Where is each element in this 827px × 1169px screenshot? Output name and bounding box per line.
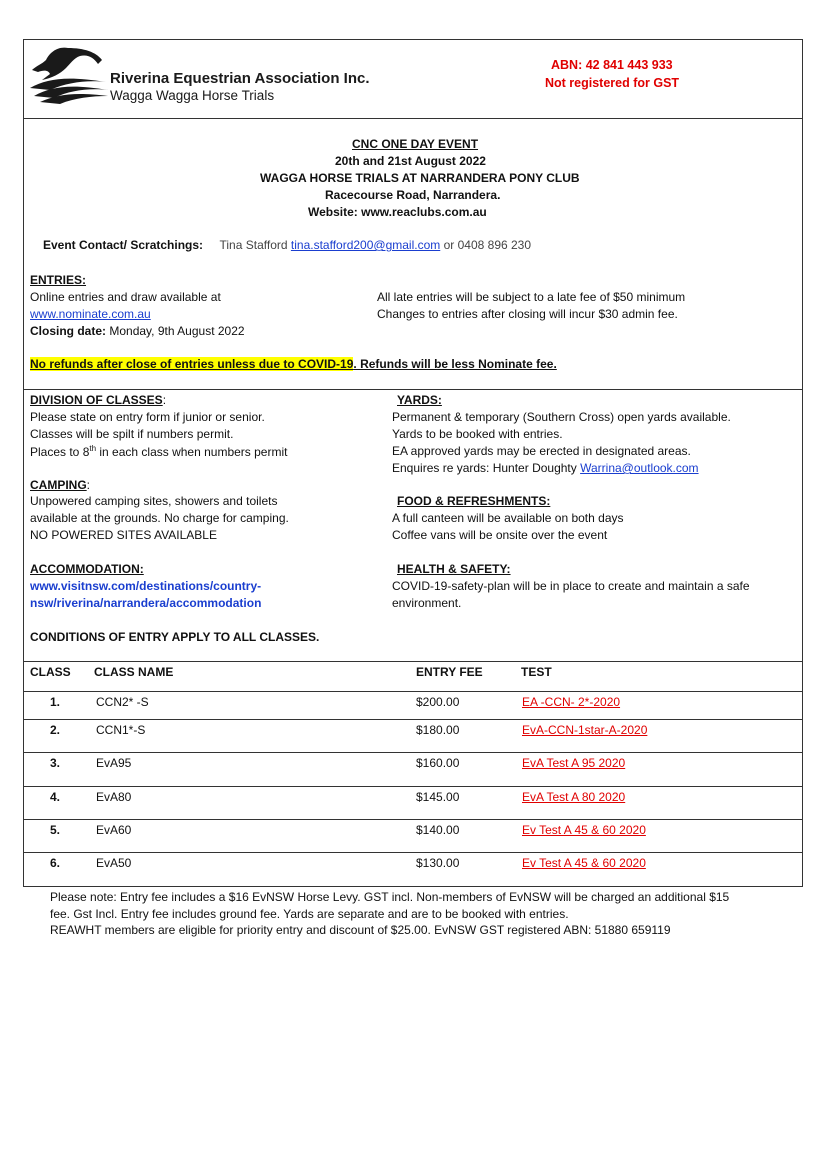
yards-heading: YARDS: bbox=[397, 393, 442, 407]
table-header-name: CLASS NAME bbox=[94, 665, 174, 679]
yards-email-link[interactable]: Warrina@outlook.com bbox=[580, 461, 699, 475]
table-row-name: CCN1*-S bbox=[96, 723, 146, 737]
row-divider bbox=[23, 719, 803, 720]
table-row-test-link[interactable]: EA -CCN- 2*-2020 bbox=[522, 695, 621, 709]
table-row-test-link[interactable]: Ev Test A 45 & 60 2020 bbox=[522, 823, 646, 837]
camping-heading: CAMPING bbox=[30, 478, 87, 492]
event-venue: WAGGA HORSE TRIALS AT NARRANDERA PONY CLUB bbox=[260, 171, 580, 185]
organisation-subtitle: Wagga Wagga Horse Trials bbox=[110, 88, 275, 103]
event-dates: 20th and 21st August 2022 bbox=[335, 154, 486, 168]
table-row-fee: $145.00 bbox=[416, 790, 460, 804]
row-divider bbox=[23, 852, 803, 853]
camping-line1: Unpowered camping sites, showers and toilets bbox=[30, 494, 278, 508]
table-row-name: CCN2* -S bbox=[96, 695, 149, 709]
late-fee-text: All late entries will be subject to a late fee of $50 minimum bbox=[377, 290, 686, 304]
camping-line3: NO POWERED SITES AVAILABLE bbox=[30, 528, 217, 542]
food-line1: A full canteen will be available on both days bbox=[392, 511, 624, 525]
table-row-name: EvA60 bbox=[96, 823, 132, 837]
refund-notice bbox=[30, 357, 557, 371]
refund-rest: . Refunds will be less Nominate fee. bbox=[353, 357, 557, 371]
yards-line2: Yards to be booked with entries. bbox=[392, 427, 563, 441]
footer-note-line1: Please note: Entry fee includes a $16 EvNSW Horse Levy. GST incl. Non-members of EvNSW will be charged an additional $15 bbox=[50, 890, 730, 904]
table-row-fee: $160.00 bbox=[416, 756, 460, 770]
row-divider bbox=[23, 752, 803, 753]
table-row-test-link[interactable]: EvA Test A 80 2020 bbox=[522, 790, 626, 804]
yards-line3: EA approved yards may be erected in designated areas. bbox=[392, 444, 691, 458]
division-heading: DIVISION OF CLASSES bbox=[30, 393, 163, 407]
event-title: CNC ONE DAY EVENT bbox=[352, 137, 479, 151]
divider bbox=[23, 389, 803, 390]
contact-name: Tina Stafford bbox=[219, 238, 288, 252]
event-address: Racecourse Road, Narrandera. bbox=[325, 188, 501, 202]
accommodation-link-line2[interactable]: nsw/riverina/narrandera/accommodation bbox=[30, 596, 262, 610]
nominate-link[interactable]: www.nominate.com.au bbox=[30, 307, 151, 321]
table-header-test: TEST bbox=[521, 665, 552, 679]
food-heading: FOOD & REFRESHMENTS: bbox=[397, 494, 551, 508]
entries-line1: Online entries and draw available at bbox=[30, 290, 221, 304]
footer-note-line3: REAWHT members are eligible for priority entry and discount of $25.00. EvNSW GST registered ABN: 51880 659119 bbox=[50, 923, 671, 937]
table-row-fee: $200.00 bbox=[416, 695, 460, 709]
event-website: Website: www.reaclubs.com.au bbox=[308, 205, 487, 219]
footer-note-line2: fee. Gst Incl. Entry fee includes ground fee. Yards are separate and are to be booked with entries. bbox=[50, 907, 569, 921]
table-row-num: 4. bbox=[50, 790, 61, 804]
refund-highlight: No refunds after close of entries unless due to COVID-19 bbox=[30, 357, 354, 371]
organisation-name: Riverina Equestrian Association Inc. bbox=[110, 70, 370, 87]
table-row-fee: $130.00 bbox=[416, 856, 460, 870]
closing-date bbox=[30, 324, 245, 338]
health-heading: HEALTH & SAFETY: bbox=[397, 562, 511, 576]
abn-text: ABN: 42 841 443 933 bbox=[551, 58, 673, 72]
table-header-fee: ENTRY FEE bbox=[416, 665, 483, 679]
conditions-text: CONDITIONS OF ENTRY APPLY TO ALL CLASSES. bbox=[30, 630, 320, 644]
contact-label: Event Contact/ Scratchings: bbox=[43, 238, 204, 252]
table-row-name: EvA95 bbox=[96, 756, 132, 770]
table-top-border bbox=[23, 661, 803, 662]
food-line2: Coffee vans will be onsite over the event bbox=[392, 528, 608, 542]
row-divider bbox=[23, 786, 803, 787]
camping-line2: available at the grounds. No charge for camping. bbox=[30, 511, 289, 525]
horse-head-icon bbox=[28, 44, 108, 104]
health-line1: COVID-19-safety-plan will be in place to create and maintain a safe bbox=[392, 579, 750, 593]
table-row-fee: $180.00 bbox=[416, 723, 460, 737]
table-header-class: CLASS bbox=[30, 665, 71, 679]
accommodation-link-line1[interactable]: www.visitnsw.com/destinations/country- bbox=[30, 579, 262, 593]
contact-phone: or 0408 896 230 bbox=[443, 238, 532, 252]
closing-value: Monday, 9th August 2022 bbox=[109, 324, 245, 338]
changes-fee-text: Changes to entries after closing will incur $30 admin fee. bbox=[377, 307, 678, 321]
table-row-test-link[interactable]: EvA Test A 95 2020 bbox=[522, 756, 626, 770]
camping-heading-line: CAMPING: bbox=[30, 478, 91, 492]
entries-heading: ENTRIES: bbox=[30, 273, 87, 287]
division-line1: Please state on entry form if junior or senior. bbox=[30, 410, 265, 424]
divider bbox=[23, 118, 803, 119]
table-row-name: EvA50 bbox=[96, 856, 132, 870]
table-row-test-link[interactable]: EvA-CCN-1star-A-2020 bbox=[522, 723, 648, 737]
table-row-num: 3. bbox=[50, 756, 61, 770]
gst-text: Not registered for GST bbox=[545, 76, 680, 90]
table-row-name: EvA80 bbox=[96, 790, 132, 804]
health-line2: environment. bbox=[392, 596, 462, 610]
closing-label: Closing date: bbox=[30, 324, 107, 338]
contact-line bbox=[43, 238, 531, 252]
table-row-fee: $140.00 bbox=[416, 823, 460, 837]
contact-email-link[interactable]: tina.stafford200@gmail.com bbox=[290, 238, 441, 252]
table-row-num: 1. bbox=[50, 695, 61, 709]
division-heading-line: DIVISION OF CLASSES: bbox=[30, 393, 167, 407]
row-divider bbox=[23, 819, 803, 820]
division-line2: Classes will be spilt if numbers permit. bbox=[30, 427, 234, 441]
table-row-num: 2. bbox=[50, 723, 61, 737]
table-row-num: 5. bbox=[50, 823, 61, 837]
row-divider bbox=[23, 691, 803, 692]
table-row-num: 6. bbox=[50, 856, 61, 870]
organisation-logo bbox=[28, 44, 378, 104]
yards-line1: Permanent & temporary (Southern Cross) open yards available. bbox=[392, 410, 731, 424]
division-line3: Places to 8th in each class when numbers permit bbox=[30, 444, 288, 459]
yards-line4: Enquires re yards: Hunter Doughty Warrina@outlook.com bbox=[392, 461, 699, 475]
accommodation-heading: ACCOMMODATION: bbox=[30, 562, 144, 576]
table-row-test-link[interactable]: Ev Test A 45 & 60 2020 bbox=[522, 856, 646, 870]
